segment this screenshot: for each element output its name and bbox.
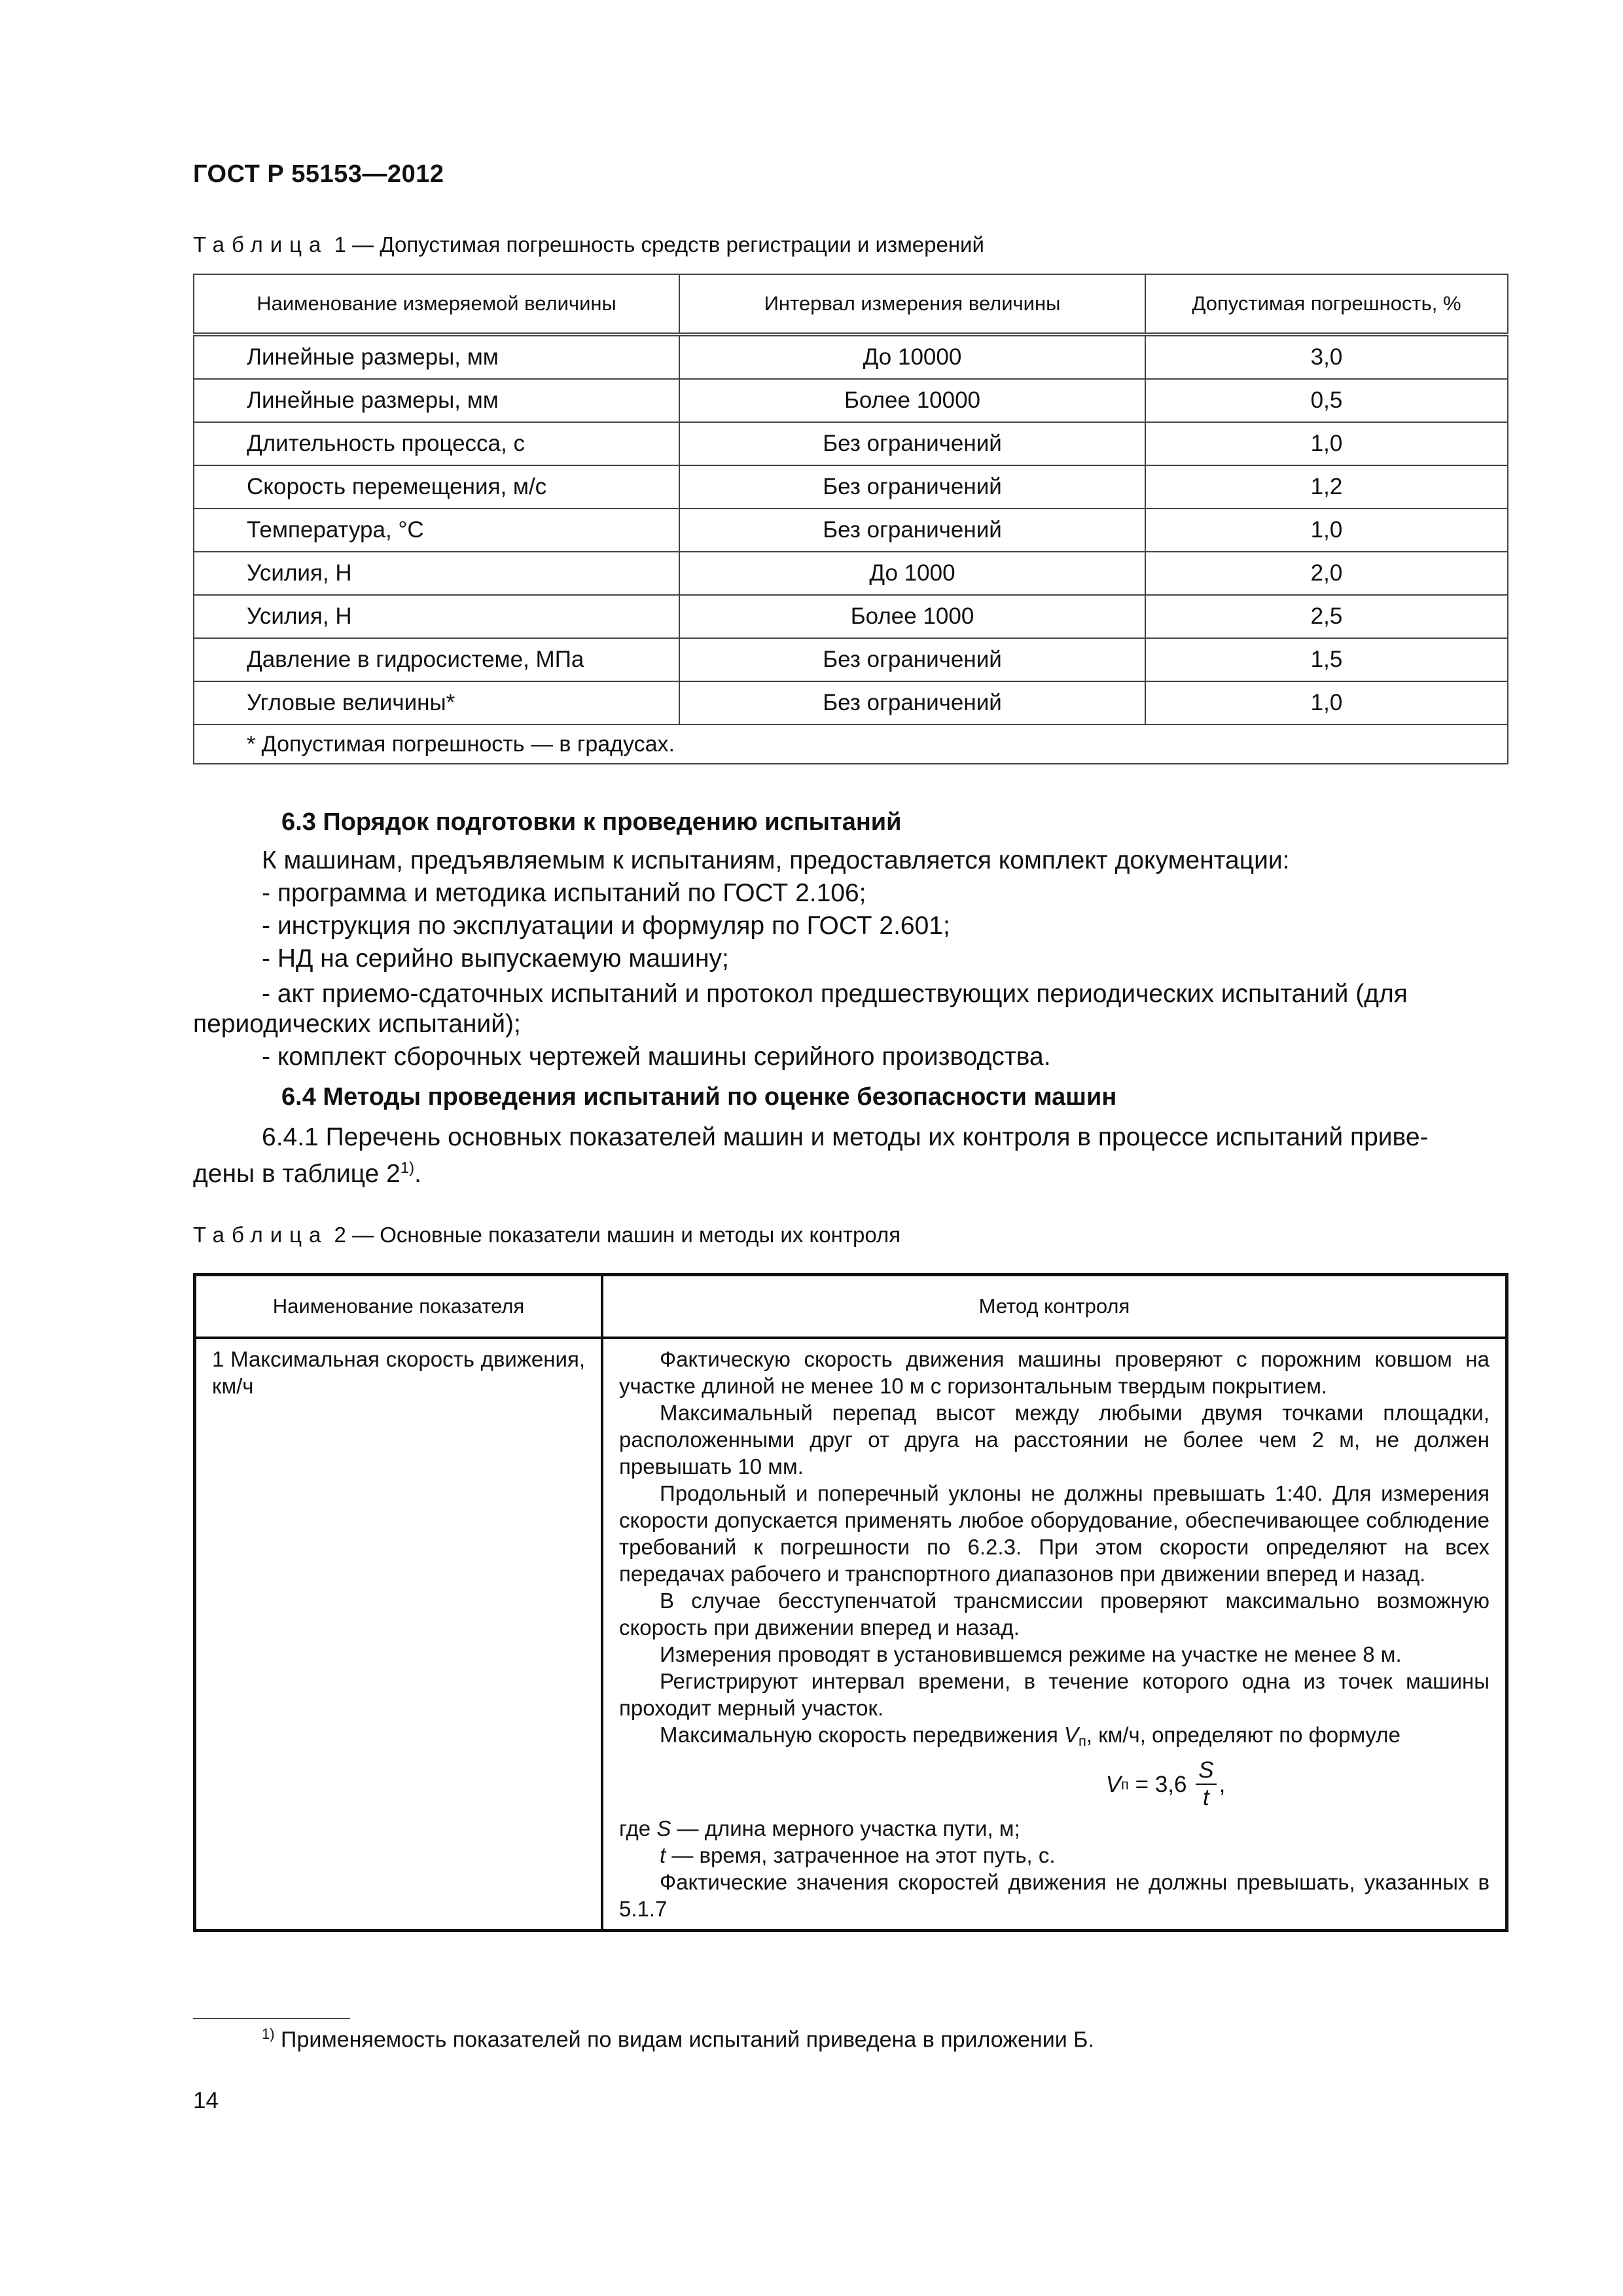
table1-cell-error: 0,5 [1145, 379, 1508, 422]
method-paragraph: В случае бесступенчатой трансмиссии проверяют максимально возможную скорость при движении вперед и назад. [619, 1588, 1489, 1640]
table-row [194, 509, 1508, 552]
list-item: - инструкция по эксплуатации и формуляр по ГОСТ 2.601; [262, 912, 950, 940]
table1-cell-error: 1,5 [1145, 638, 1508, 681]
document-code: ГОСТ Р 55153—2012 [193, 160, 444, 188]
table1-cell-quantity: Длительность процесса, с [194, 422, 679, 465]
distance-symbol: S [656, 1816, 671, 1840]
method-text: , км/ч, определяют по формуле [1086, 1723, 1400, 1747]
formula-lhs-symbol: V [1105, 1771, 1122, 1797]
list-item: - комплект сборочных чертежей машины серийного производства. [262, 1043, 1051, 1071]
table1-cell-quantity: Усилия, Н [194, 552, 679, 595]
table1-cell-quantity: Усилия, Н [194, 595, 679, 638]
table-row [195, 1338, 1507, 1931]
section64-paragraph-line1: 6.4.1 Перечень основных показателей машин и методы их контроля в процессе испытаний приве- [262, 1123, 1429, 1151]
method-paragraph: Фактическую скорость движения машины проверяют с порожним ковшом на участке длиной не менее 10 м с горизонтальным твердым покрытием. [619, 1347, 1489, 1398]
method-paragraph: Измерения проводят в установившемся режиме на участке не менее 8 м. [660, 1642, 1402, 1666]
table-row [194, 465, 1508, 509]
method-paragraph: Фактические значения скоростей движения не должны превышать, указанных в 5.1.7 [619, 1870, 1489, 1921]
table1-caption-text: 1 — Допустимая погрешность средств регистрации и измерений [328, 232, 984, 257]
list-item: - акт приемо-сдаточных испытаний и протокол предшествующих периодических испытаний (для [262, 980, 1408, 1008]
footnote-text: Применяемость показателей по видам испытаний приведена в приложении Б. [274, 2027, 1094, 2053]
formula-lhs-subscript: п [1121, 1776, 1129, 1793]
table1-cell-error: 2,0 [1145, 552, 1508, 595]
page-number: 14 [193, 2088, 219, 2113]
table1-cell-interval: Без ограничений [679, 465, 1145, 509]
table1-cell-interval: До 10000 [679, 334, 1145, 379]
table1-caption-word: Таблица [193, 232, 329, 257]
table1-header-name: Наименование измеряемой величины [194, 274, 679, 334]
table1-cell-error: 1,0 [1145, 422, 1508, 465]
section-heading-6-3: 6.3 Порядок подготовки к проведению испытаний [281, 808, 902, 836]
table1-header-error: Допустимая погрешность, % [1145, 274, 1508, 334]
list-item-continuation: периодических испытаний); [193, 1010, 521, 1038]
footnote-divider [193, 2018, 350, 2019]
table2-caption-word: Таблица [193, 1223, 329, 1247]
table2-cell-method [602, 1338, 1507, 1931]
velocity-symbol: V [1063, 1723, 1079, 1747]
table-row [194, 379, 1508, 422]
table2-caption-text: 2 — Основные показатели машин и методы их контроля [328, 1223, 901, 1247]
table1-cell-error: 1,2 [1145, 465, 1508, 509]
table2-header-row [195, 1275, 1507, 1338]
method-paragraph [619, 1721, 1489, 1755]
section63-intro: К машинам, предъявляемым к испытаниям, предоставляется комплект документации: [262, 846, 1290, 874]
table1-cell-error: 2,5 [1145, 595, 1508, 638]
table1-cell-quantity: Температура, °С [194, 509, 679, 552]
table1-cell-interval: Более 10000 [679, 379, 1145, 422]
table2-cell-indicator: 1 Максимальная скорость движения, км/ч [195, 1338, 603, 1931]
velocity-subscript: п [1079, 1733, 1086, 1749]
table1-header-interval: Интервал измерения величины [679, 274, 1145, 334]
table1-note-row [194, 725, 1508, 764]
method-paragraph: Продольный и поперечный уклоны не должны превышать 1:40. Для измерения скорости допускается применять любое оборудование, обеспечивающее соблюдение требований к погрешности по 6.2.3. При этом скорости определяют на всех передачах рабочего и транспортного диапазонов при движении вперед и назад. [619, 1481, 1489, 1586]
section64-paragraph-text: дены в таблице 2 [193, 1160, 401, 1188]
formula-fraction [1196, 1757, 1216, 1811]
table1-cell-error: 3,0 [1145, 334, 1508, 379]
method-text: — длина мерного участка пути, м; [671, 1816, 1020, 1840]
footnote-reference: 1) [400, 1159, 415, 1177]
table1-cell-interval: Без ограничений [679, 509, 1145, 552]
method-text: — время, затраченное на этот путь, с. [666, 1843, 1056, 1867]
footnote-marker: 1) [262, 2026, 275, 2042]
table1-cell-quantity: Линейные размеры, мм [194, 334, 679, 379]
table2-header-method: Метод контроля [602, 1275, 1507, 1338]
section64-paragraph-line2 [193, 1152, 421, 1191]
table1-cell-quantity: Скорость перемещения, м/с [194, 465, 679, 509]
table1-cell-quantity: Линейные размеры, мм [194, 379, 679, 422]
table-row [194, 422, 1508, 465]
formula-denominator: t [1203, 1785, 1209, 1810]
table1-cell-quantity: Давление в гидросистеме, МПа [194, 638, 679, 681]
section64-paragraph-end: . [414, 1160, 421, 1188]
table-row [194, 638, 1508, 681]
formula-equals: = 3,6 [1128, 1771, 1194, 1797]
table1-cell-interval: До 1000 [679, 552, 1145, 595]
method-paragraph: Регистрируют интервал времени, в течение которого одна из точек машины проходит мерный участок. [619, 1669, 1489, 1720]
table2-header-indicator: Наименование показателя [195, 1275, 603, 1338]
table1-note: * Допустимая погрешность — в градусах. [194, 725, 1508, 764]
time-symbol: t [660, 1843, 666, 1867]
speed-formula [619, 1757, 1489, 1811]
list-item: - программа и методика испытаний по ГОСТ 2.106; [262, 879, 866, 907]
table1 [193, 274, 1508, 764]
table-row [194, 334, 1508, 379]
table1-cell-quantity: Угловые величины* [194, 681, 679, 725]
table1-cell-error: 1,0 [1145, 509, 1508, 552]
table1-header-row [194, 274, 1508, 334]
table1-caption [193, 232, 984, 257]
table2-caption [193, 1223, 901, 1247]
footnote [262, 2026, 1094, 2053]
method-text: где [619, 1816, 657, 1840]
table1-cell-interval: Без ограничений [679, 681, 1145, 725]
table-row [194, 552, 1508, 595]
table-row [194, 595, 1508, 638]
method-where [619, 1815, 1489, 1842]
method-paragraph: Максимальный перепад высот между любыми двумя точками площадки, расположенными друг от друга на расстоянии не более чем 2 м, не должен превышать 10 мм. [619, 1401, 1489, 1479]
table-row [194, 681, 1508, 725]
list-item: - НД на серийно выпускаемую машину; [262, 944, 729, 973]
section-heading-6-4: 6.4 Методы проведения испытаний по оценке безопасности машин [281, 1083, 1117, 1111]
method-text: Максимальную скорость передвижения [660, 1723, 1064, 1747]
table1-cell-interval: Более 1000 [679, 595, 1145, 638]
table1-cell-interval: Без ограничений [679, 638, 1145, 681]
table1-cell-error: 1,0 [1145, 681, 1508, 725]
table1-cell-interval: Без ограничений [679, 422, 1145, 465]
formula-numerator: S [1196, 1757, 1216, 1785]
method-where-t [619, 1842, 1489, 1869]
formula-tail: , [1219, 1771, 1226, 1797]
table2 [193, 1273, 1508, 1932]
